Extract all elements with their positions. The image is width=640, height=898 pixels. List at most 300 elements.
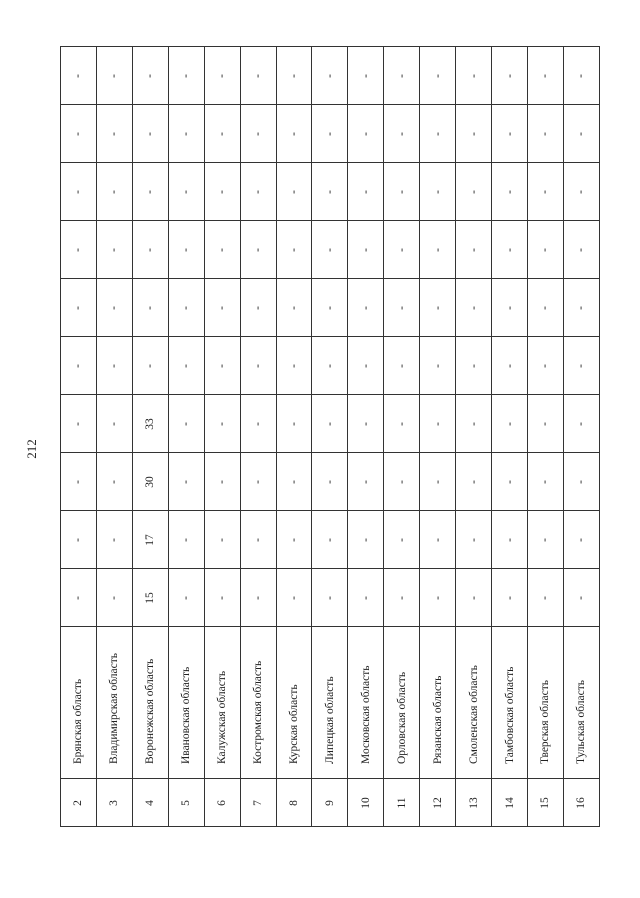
cell-value: -: [108, 189, 121, 194]
cell-value: -: [575, 595, 588, 600]
cell-value: -: [395, 131, 408, 136]
table-cell: [276, 779, 312, 827]
table-cell: [204, 47, 240, 105]
cell-value: -: [359, 189, 372, 194]
table-cell: [420, 511, 456, 569]
table-cell: [168, 337, 204, 395]
table-cell: [420, 779, 456, 827]
region-name: Московская область: [359, 665, 372, 764]
region-data-table: [60, 46, 600, 827]
table-cell: [312, 279, 348, 337]
table-cell: [563, 779, 599, 827]
table-cell: [384, 395, 420, 453]
table-cell: [456, 627, 492, 779]
table-cell: [384, 511, 420, 569]
cell-value: -: [395, 363, 408, 368]
table-cell: [492, 779, 528, 827]
table-cell: [492, 221, 528, 279]
table-cell: [348, 163, 384, 221]
table-cell: [276, 105, 312, 163]
table-cell: [563, 395, 599, 453]
table-cell: [96, 453, 132, 511]
cell-value: -: [575, 189, 588, 194]
cell-value: -: [180, 595, 193, 600]
cell-value: -: [359, 247, 372, 252]
cell-value: -: [72, 479, 85, 484]
cell-value: -: [72, 537, 85, 542]
table-cell: [132, 105, 168, 163]
row-number: 11: [395, 796, 408, 809]
table-cell: [168, 453, 204, 511]
region-name: Ивановская область: [180, 666, 193, 764]
cell-value: -: [252, 305, 265, 310]
table-cell: [348, 105, 384, 163]
table-cell: [168, 395, 204, 453]
value-row: [61, 105, 600, 163]
cell-value: -: [144, 73, 157, 78]
table-cell: [276, 163, 312, 221]
cell-value: -: [72, 131, 85, 136]
cell-value: -: [539, 363, 552, 368]
table-cell: [420, 105, 456, 163]
cell-value: -: [180, 189, 193, 194]
cell-value: -: [72, 189, 85, 194]
table-cell: [132, 163, 168, 221]
table-cell: [204, 779, 240, 827]
cell-value: -: [503, 421, 516, 426]
table-cell: [312, 395, 348, 453]
table-cell: [96, 395, 132, 453]
cell-value: -: [431, 73, 444, 78]
table-cell: [132, 395, 168, 453]
cell-value: -: [575, 537, 588, 542]
table-cell: [348, 337, 384, 395]
table-cell: [240, 395, 276, 453]
cell-value: -: [108, 537, 121, 542]
cell-value: -: [323, 189, 336, 194]
cell-value: -: [252, 363, 265, 368]
cell-value: -: [72, 595, 85, 600]
cell-value: -: [575, 305, 588, 310]
table-cell: [61, 453, 97, 511]
row-number: 3: [108, 799, 121, 806]
cell-value: -: [323, 363, 336, 368]
table-cell: [240, 221, 276, 279]
cell-value: -: [323, 595, 336, 600]
table-cell: [61, 163, 97, 221]
table-cell: [240, 337, 276, 395]
table-cell: [96, 511, 132, 569]
table-cell: [61, 337, 97, 395]
table-cell: [312, 627, 348, 779]
cell-value: -: [252, 421, 265, 426]
cell-value: -: [575, 479, 588, 484]
table-cell: [240, 453, 276, 511]
table-cell: [96, 221, 132, 279]
table-cell: [456, 779, 492, 827]
cell-value: -: [144, 363, 157, 368]
table-cell: [563, 627, 599, 779]
region-name: Смоленская область: [467, 665, 480, 764]
cell-value: -: [395, 537, 408, 542]
cell-value: -: [180, 131, 193, 136]
table-cell: [61, 221, 97, 279]
cell-value: -: [467, 131, 480, 136]
table-cell: [61, 511, 97, 569]
region-name: Воронежская область: [144, 658, 157, 764]
table-cell: [420, 163, 456, 221]
table-cell: [204, 163, 240, 221]
table-cell: [384, 47, 420, 105]
table-cell: [456, 511, 492, 569]
table-cell: [527, 47, 563, 105]
table-cell: [420, 47, 456, 105]
table-cell: [168, 779, 204, 827]
cell-value: -: [395, 247, 408, 252]
cell-value: -: [287, 363, 300, 368]
cell-value: -: [323, 305, 336, 310]
cell-value: -: [539, 305, 552, 310]
cell-value: -: [72, 421, 85, 426]
cell-value: -: [287, 537, 300, 542]
cell-value: -: [431, 363, 444, 368]
cell-value: -: [539, 73, 552, 78]
cell-value: -: [575, 421, 588, 426]
cell-value: -: [431, 305, 444, 310]
cell-value: -: [144, 305, 157, 310]
table-cell: [420, 221, 456, 279]
cell-value: 15: [144, 591, 157, 604]
table-cell: [348, 221, 384, 279]
table-cell: [527, 395, 563, 453]
table-cell: [563, 279, 599, 337]
table-cell: [96, 337, 132, 395]
cell-value: -: [216, 479, 229, 484]
cell-value: -: [144, 131, 157, 136]
cell-value: -: [180, 247, 193, 252]
row-number: 9: [323, 799, 336, 806]
region-name: Костромская область: [252, 660, 265, 764]
cell-value: -: [180, 363, 193, 368]
cell-value: -: [431, 421, 444, 426]
cell-value: -: [467, 421, 480, 426]
row-number: 15: [539, 796, 552, 809]
table-cell: [420, 569, 456, 627]
table-cell: [61, 569, 97, 627]
row-number: 4: [144, 799, 157, 806]
cell-value: -: [252, 189, 265, 194]
cell-value: -: [575, 131, 588, 136]
value-row: [61, 569, 600, 627]
cell-value: 30: [144, 475, 157, 488]
table-cell: [456, 395, 492, 453]
table-cell: [348, 511, 384, 569]
cell-value: -: [252, 131, 265, 136]
table-cell: [384, 163, 420, 221]
table-cell: [563, 47, 599, 105]
table-cell: [348, 279, 384, 337]
table-cell: [492, 279, 528, 337]
table-cell: [96, 627, 132, 779]
value-row: [61, 395, 600, 453]
table-cell: [527, 337, 563, 395]
table-cell: [61, 105, 97, 163]
cell-value: -: [467, 247, 480, 252]
table-cell: [240, 279, 276, 337]
cell-value: -: [252, 73, 265, 78]
table-cell: [204, 627, 240, 779]
table-cell: [61, 47, 97, 105]
table-cell: [96, 105, 132, 163]
table-cell: [384, 279, 420, 337]
cell-value: -: [395, 479, 408, 484]
row-number: 7: [252, 799, 265, 806]
table-cell: [276, 47, 312, 105]
table-cell: [132, 627, 168, 779]
table-cell: [96, 279, 132, 337]
cell-value: -: [108, 479, 121, 484]
region-name: Брянская область: [72, 678, 85, 764]
table-cell: [96, 163, 132, 221]
table-cell: [527, 163, 563, 221]
cell-value: -: [467, 305, 480, 310]
table-cell: [276, 453, 312, 511]
cell-value: -: [467, 537, 480, 542]
table-cell: [456, 47, 492, 105]
cell-value: -: [503, 595, 516, 600]
cell-value: -: [503, 479, 516, 484]
table-cell: [527, 627, 563, 779]
cell-value: -: [323, 421, 336, 426]
cell-value: -: [503, 537, 516, 542]
cell-value: -: [431, 247, 444, 252]
table-cell: [456, 163, 492, 221]
cell-value: -: [216, 595, 229, 600]
cell-value: -: [144, 189, 157, 194]
region-name: Владимирская область: [108, 652, 121, 764]
table-cell: [276, 395, 312, 453]
cell-value: -: [108, 421, 121, 426]
table-cell: [563, 105, 599, 163]
table-cell: [384, 337, 420, 395]
cell-value: -: [503, 189, 516, 194]
region-name: Калужская область: [216, 670, 229, 764]
row-number: 10: [359, 796, 372, 809]
cell-value: -: [359, 421, 372, 426]
table-cell: [240, 163, 276, 221]
table-cell: [492, 47, 528, 105]
table-cell: [312, 453, 348, 511]
table-cell: [420, 395, 456, 453]
cell-value: -: [287, 189, 300, 194]
row-number-row: [61, 779, 600, 827]
table-cell: [527, 105, 563, 163]
table-cell: [168, 221, 204, 279]
cell-value: -: [287, 247, 300, 252]
cell-value: -: [216, 247, 229, 252]
table-cell: [492, 453, 528, 511]
table-cell: [132, 569, 168, 627]
table-cell: [168, 511, 204, 569]
value-row: [61, 163, 600, 221]
row-number: 2: [72, 799, 85, 806]
table-cell: [492, 569, 528, 627]
table-cell: [527, 569, 563, 627]
table-cell: [240, 779, 276, 827]
cell-value: -: [108, 73, 121, 78]
cell-value: -: [72, 363, 85, 368]
cell-value: -: [359, 537, 372, 542]
table-cell: [384, 453, 420, 511]
table-cell: [492, 337, 528, 395]
cell-value: -: [323, 479, 336, 484]
table-cell: [61, 395, 97, 453]
table-cell: [348, 779, 384, 827]
cell-value: -: [539, 537, 552, 542]
cell-value: -: [503, 305, 516, 310]
cell-value: -: [539, 479, 552, 484]
table-cell: [132, 221, 168, 279]
table-cell: [204, 105, 240, 163]
table-cell: [312, 105, 348, 163]
table-cell: [204, 453, 240, 511]
table-cell: [61, 627, 97, 779]
cell-value: -: [108, 363, 121, 368]
table-cell: [132, 47, 168, 105]
table-cell: [384, 569, 420, 627]
cell-value: -: [72, 305, 85, 310]
table-cell: [563, 511, 599, 569]
cell-value: -: [503, 131, 516, 136]
table-cell: [563, 221, 599, 279]
cell-value: -: [252, 537, 265, 542]
cell-value: -: [216, 131, 229, 136]
table-cell: [240, 569, 276, 627]
cell-value: 33: [144, 417, 157, 430]
table-cell: [456, 569, 492, 627]
region-name: Курская область: [287, 684, 300, 764]
cell-value: -: [144, 247, 157, 252]
cell-value: -: [431, 189, 444, 194]
region-name: Рязанская область: [431, 675, 444, 764]
cell-value: -: [359, 131, 372, 136]
table-cell: [96, 47, 132, 105]
table-cell: [204, 337, 240, 395]
cell-value: -: [395, 595, 408, 600]
table-cell: [312, 221, 348, 279]
table-cell: [132, 779, 168, 827]
cell-value: -: [503, 363, 516, 368]
table-cell: [276, 221, 312, 279]
table-cell: [132, 279, 168, 337]
table-cell: [348, 453, 384, 511]
row-number: 5: [180, 799, 193, 806]
cell-value: -: [575, 73, 588, 78]
table-cell: [61, 279, 97, 337]
table-cell: [420, 453, 456, 511]
cell-value: -: [323, 537, 336, 542]
table-cell: [384, 779, 420, 827]
cell-value: -: [467, 363, 480, 368]
table-cell: [240, 511, 276, 569]
cell-value: -: [287, 479, 300, 484]
cell-value: -: [539, 247, 552, 252]
cell-value: -: [503, 73, 516, 78]
cell-value: -: [323, 131, 336, 136]
table-cell: [276, 627, 312, 779]
cell-value: -: [359, 363, 372, 368]
table-cell: [492, 395, 528, 453]
table-cell: [132, 337, 168, 395]
region-name: Тульская область: [575, 680, 588, 764]
cell-value: -: [180, 537, 193, 542]
table-cell: [384, 627, 420, 779]
cell-value: -: [287, 73, 300, 78]
cell-value: -: [359, 73, 372, 78]
row-number: 6: [216, 799, 229, 806]
table-cell: [563, 453, 599, 511]
cell-value: -: [252, 479, 265, 484]
cell-value: -: [252, 595, 265, 600]
value-row: [61, 337, 600, 395]
table-cell: [563, 569, 599, 627]
cell-value: -: [180, 73, 193, 78]
cell-value: -: [395, 189, 408, 194]
cell-value: -: [216, 363, 229, 368]
row-number: 13: [467, 796, 480, 809]
table-cell: [240, 105, 276, 163]
cell-value: -: [323, 73, 336, 78]
table-cell: [492, 627, 528, 779]
table-cell: [204, 511, 240, 569]
table-cell: [96, 569, 132, 627]
cell-value: -: [180, 421, 193, 426]
cell-value: -: [108, 131, 121, 136]
region-name-row: [61, 627, 600, 779]
table-cell: [456, 221, 492, 279]
table-cell: [204, 279, 240, 337]
table-cell: [276, 279, 312, 337]
cell-value: -: [287, 305, 300, 310]
table-cell: [384, 221, 420, 279]
cell-value: -: [467, 189, 480, 194]
table-cell: [348, 47, 384, 105]
cell-value: -: [323, 247, 336, 252]
table-cell: [348, 627, 384, 779]
cell-value: -: [467, 595, 480, 600]
table-cell: [168, 279, 204, 337]
table-cell: [312, 569, 348, 627]
cell-value: -: [503, 247, 516, 252]
table-body: [61, 47, 600, 827]
table-cell: [240, 627, 276, 779]
table-cell: [456, 279, 492, 337]
cell-value: -: [539, 595, 552, 600]
table-cell: [312, 511, 348, 569]
table-cell: [276, 569, 312, 627]
value-row: [61, 511, 600, 569]
cell-value: -: [539, 421, 552, 426]
table-cell: [348, 395, 384, 453]
table-cell: [204, 395, 240, 453]
table-cell: [312, 47, 348, 105]
region-name: Орловская область: [395, 671, 408, 764]
cell-value: -: [108, 305, 121, 310]
cell-value: -: [216, 421, 229, 426]
value-row: [61, 453, 600, 511]
table-cell: [492, 105, 528, 163]
cell-value: -: [287, 421, 300, 426]
